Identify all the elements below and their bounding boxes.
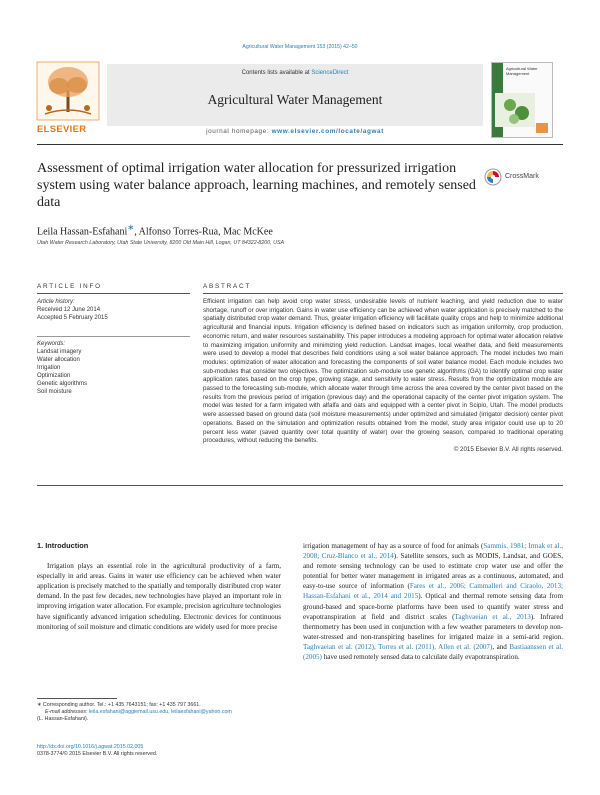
article-info-heading: ARTICLE INFO <box>37 283 102 290</box>
journal-cover-thumbnail[interactable] <box>491 62 553 138</box>
article-title: Assessment of optimal irrigation water allocation for pressurized irrigation system using water balance approach, learning machines, and remotely sensed data <box>37 161 476 210</box>
text-run: ). Infrared thermometry has been used in conjunction with a few weather parameters to develop non-water-stressed and non-transpiring baselines for irrigated maize in a semi-arid region. <box>303 612 564 641</box>
article-history <box>37 298 187 322</box>
homepage-link[interactable]: www.elsevier.com/locate/agwat <box>271 128 384 135</box>
keyword-item: Optimization <box>37 373 71 379</box>
author-affiliation: Utah Water Research Laboratory, Utah State University, 8200 Old Main Hill, Logan, UT 84322-8200, USA <box>37 240 285 246</box>
citation-link[interactable]: Bastiaanssen et al. (2005) <box>303 642 564 662</box>
abstract-body <box>203 298 563 455</box>
elsevier-logo[interactable] <box>35 60 103 140</box>
body-column-right <box>303 541 563 662</box>
accepted-date: Accepted 5 February 2015 <box>37 315 108 321</box>
introduction-heading: 1. Introduction <box>37 541 89 550</box>
received-date: Received 12 June 2014 <box>37 307 101 313</box>
corresponding-author-note <box>37 702 297 709</box>
keyword-item: Irrigation <box>37 365 61 371</box>
header-divider <box>37 144 563 145</box>
contents-line <box>107 70 483 76</box>
crossmark-icon <box>484 168 502 186</box>
email-line <box>37 709 297 716</box>
email-owner: (L. Hassan-Esfahani). <box>37 716 89 723</box>
journal-reference[interactable]: Agricultural Water Management 153 (2015) 42–50 <box>242 44 358 50</box>
keywords-block <box>37 340 187 396</box>
doi-link[interactable]: http://dx.doi.org/10.1016/j.agwat.2015.02.005 <box>37 744 144 750</box>
author-list <box>37 222 273 237</box>
keyword-item: Water allocation <box>37 357 80 363</box>
crossmark-label: CrossMark <box>505 173 539 180</box>
author-others: , Alfonso Torres-Rua, Mac McKee <box>134 226 273 238</box>
abstract-bottom-divider <box>37 485 563 486</box>
citation-link[interactable]: Taghvaeian et al., 2013 <box>454 612 531 621</box>
footnote-marker: ∗ <box>37 702 42 708</box>
abstract-heading: ABSTRACT <box>203 283 251 290</box>
text-run: , and <box>492 642 510 651</box>
crossmark-badge[interactable] <box>484 168 564 188</box>
homepage-prefix: journal homepage: <box>206 128 272 135</box>
elsevier-tree-icon <box>35 60 103 122</box>
keyword-item: Soil moisture <box>37 389 72 395</box>
introduction-paragraph: Irrigation plays an essential role in the agricultural productivity of a farm, especially in arid areas. Gains in water use efficiency can be achieved when water application is precisely matched to the spatially and temporally distributed crop water demand. In the past few decades, new technologies have played an important role in improving irrigation water allocation. For example, precision agriculture technologies have significantly advanced irrigation scheduling. Electronic devices for continuous monitoring of soil moisture and climatic conditions are widely used for more precise <box>37 562 281 631</box>
cover-title: Agricultural Water Management <box>506 66 538 76</box>
keywords-divider <box>37 336 190 337</box>
journal-name: Agricultural Water Management <box>207 92 383 107</box>
abstract-paragraph: Efficient irrigation can help avoid crop water stress, undesirable levels of nutrient leaching, and yield reduction due to water shortage, runoff or over irrigation. Gains in water use efficiency can be achieved when water application is precisely matched to the spatially distributed crop water demand. Thus, greater irrigation efficiency will facilitate quality crops and help to minimize additional agricultural and financial inputs. Irrigation efficiency is defined based on indicators such as irrigation uniformity, crop production, economic return, and water resources sustainability. This paper introduces a modeling approach for optimal water allocation relative to maximizing irrigation uniformity and minimizing yield reduction. Landsat images, local weather data, and field measurements were used to develop a model that describes field conditions using a soil water balance approach. The model includes two main modules: optimization of water allocation and forecasting the components of soil water balance model. Each module includes two sub-modules that consider two objectives. The optimization sub-module use genetic algorithms (GA) to identify optimal crop water application rates based on the crop type, growing stage, and sensitivity to water stress. Results from the optimization module are passed to the forecasting sub-module, which allocate water through time across the area covered by the center pivot based on the results from the previous period of irrigation (previous day) and the operational capacity of the center pivot irrigation system. The model was tested for a farm irrigated with alfalfa and oats and equipped with a center pivot in Scipio, Utah. The model products were assessed based on ground data (soil moisture measurements) under optimized and simulated (irrigator decision) center pivot operations. Based on the simulation and optimization results obtained from the model, study area irrigator could use up to 20 percent less water (saved quantity over total quantity of water) over the growing season, compared to traditional operating procedures, without reducing the benefits. <box>203 298 563 445</box>
keyword-item: Genetic algorithms <box>37 381 88 387</box>
footnote <box>37 702 297 724</box>
citation-link[interactable]: Fares et al., 2006; Cammalleri and Ciraolo, 2013; Hassan-Esfahani et al., 2014 and 2015 <box>303 582 563 601</box>
article-identifiers <box>37 744 297 759</box>
text-run: irrigation management of hay as a source of food for animals ( <box>303 542 484 550</box>
keyword-item: Landsat imagery <box>37 349 82 355</box>
author-first: Leila Hassan-Esfahani <box>37 226 128 238</box>
copyright-notice: © 2015 Elsevier B.V. All rights reserved. <box>453 445 563 453</box>
journal-homepage <box>107 128 483 135</box>
text-run: ). Satellite sensors, such as MODIS, Landsat, and GOES, and remote sensing technology can be used to estimate crop water use and offer the potential for better water management in irrigated areas as a continuous, automated, and easy-to-use source of information ( <box>303 552 563 591</box>
email-label: E-mail addresses: <box>45 709 89 716</box>
citation-link[interactable]: Sammis, 1981; Irmak et al., 2008; Cruz-Blanco et al., 2014 <box>303 542 563 561</box>
article-history-label: Article history: <box>37 299 75 305</box>
sciencedirect-link[interactable]: ScienceDirect <box>311 70 349 76</box>
email-links[interactable]: leila.esfahani@aggiemail.usu.edu, leilaesfahani@yahoo.com <box>88 709 232 716</box>
text-run: have used remotely sensed data to calculate daily evapotranspiration. <box>321 653 520 662</box>
contents-prefix: Contents lists available at <box>241 70 312 76</box>
citation-link[interactable]: Taghvaeian et al. (2012), Torres et al. (2011), Allen et al. (2007) <box>303 642 493 651</box>
body-column-left <box>37 541 281 632</box>
text-run: ). Optical and thermal remote sensing data from ground-based and space-borne platforms have been used to quantify water stress and evapotranspiration at field and district scales ( <box>303 592 563 621</box>
journal-masthead <box>35 60 565 142</box>
issn-line: 0378-3774/© 2015 Elsevier B.V. All rights reserved. <box>37 751 158 758</box>
corresponding-author-marker[interactable]: ∗ <box>127 223 135 232</box>
publisher-name: ELSEVIER <box>37 124 87 135</box>
footnote-divider <box>37 698 117 699</box>
abstract-divider <box>203 293 563 294</box>
contact-details: Corresponding author. Tel.: +1 435 7643151; fax: +1 435 797 3661. <box>41 702 201 708</box>
introduction-paragraph-continued <box>303 541 563 662</box>
keywords-label: Keywords: <box>37 341 66 347</box>
journal-header-band <box>107 64 483 126</box>
article-info-divider <box>37 293 190 294</box>
